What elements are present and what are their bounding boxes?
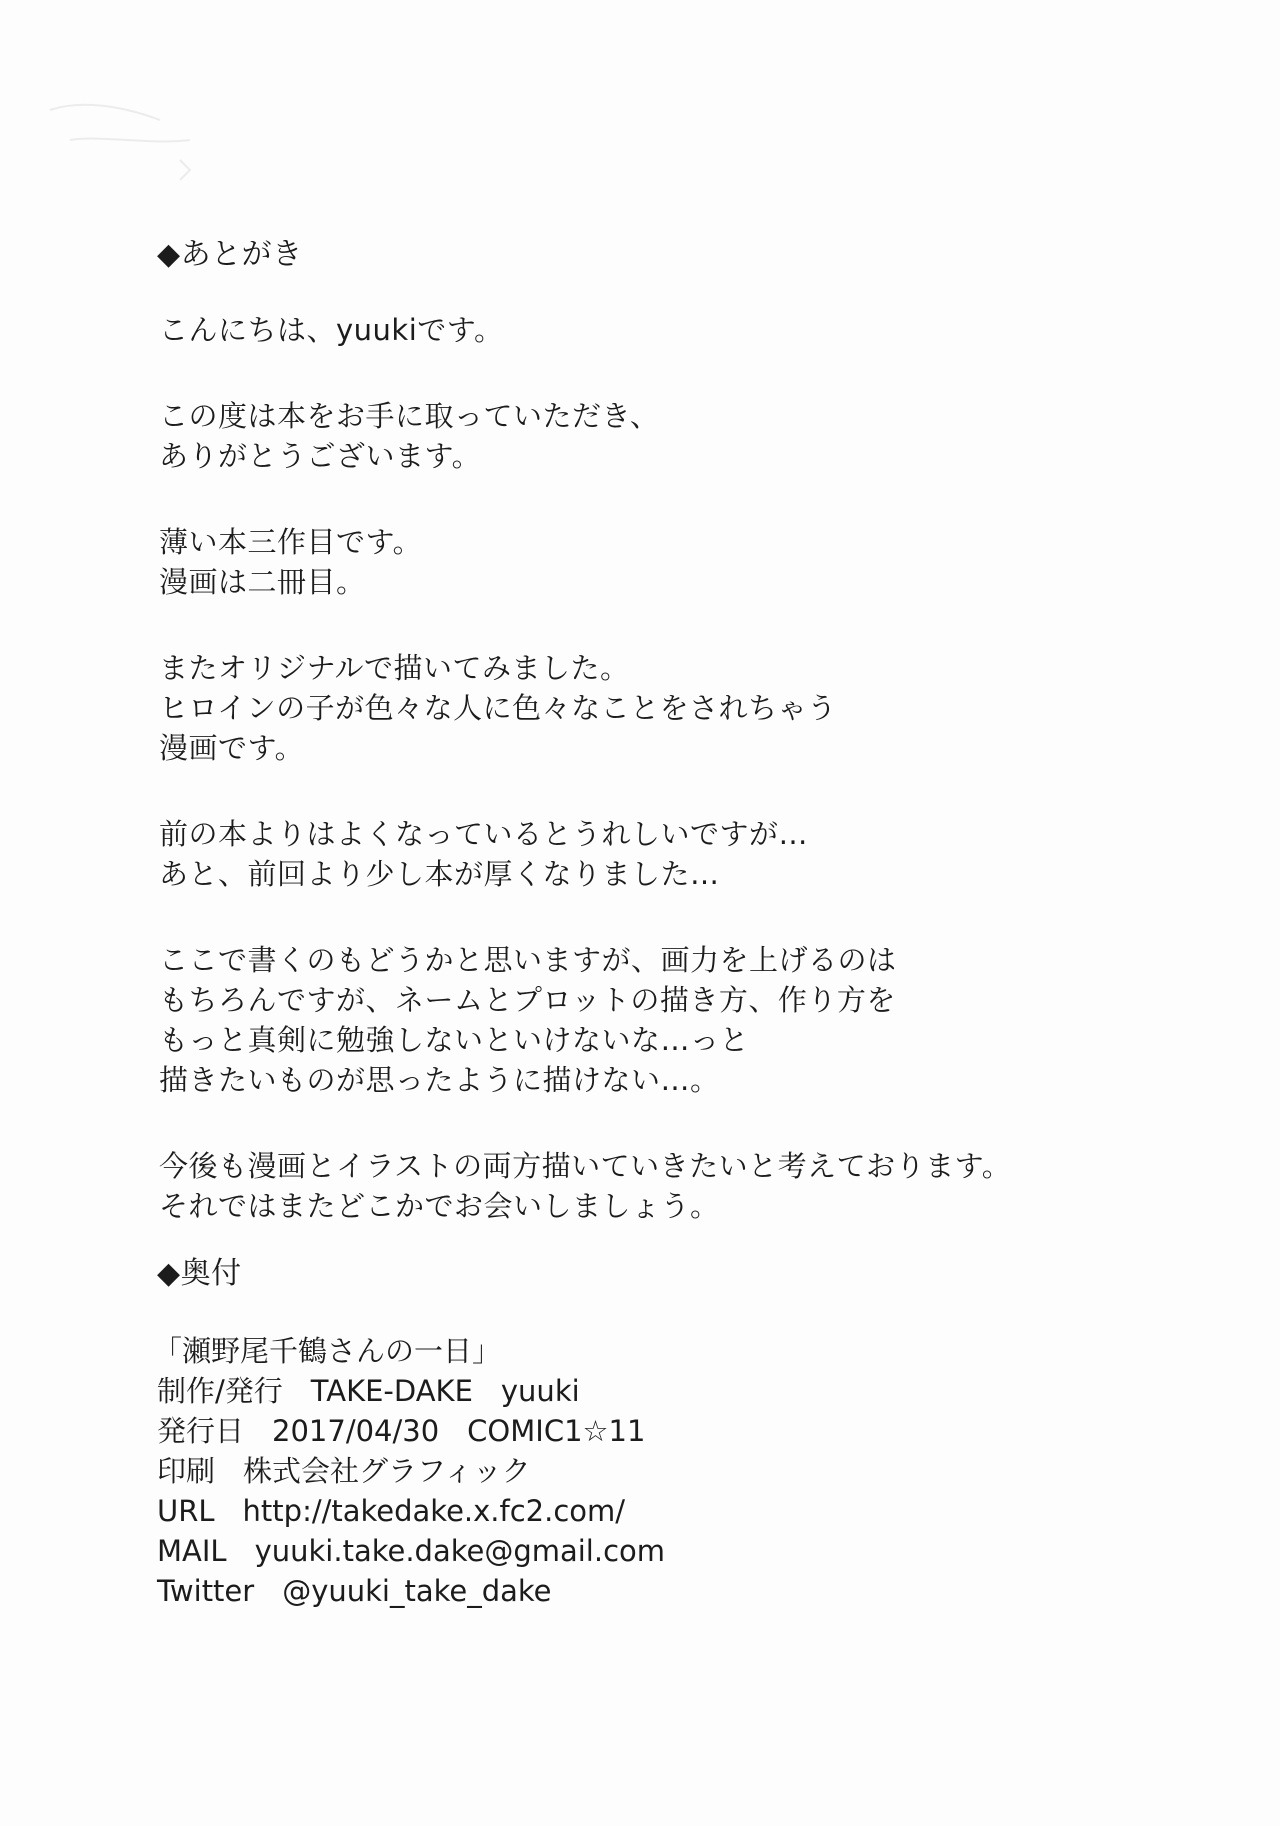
colophon-row-url	[157, 1491, 1157, 1531]
afterword-paragraph	[159, 1146, 1159, 1226]
event-name: COMIC1☆11	[467, 1414, 646, 1448]
afterword-body	[159, 310, 1159, 1272]
text-line: こんにちは、yuukiです。	[159, 313, 504, 347]
twitter-handle: @yuuki_take_dake	[282, 1574, 552, 1608]
printer-name: 株式会社グラフィック	[243, 1454, 531, 1488]
colophon-row-publisher	[157, 1371, 1157, 1411]
text-line: 今後も漫画とイラストの両方描いていきたいと考えております。	[159, 1149, 1012, 1183]
afterword-paragraph	[159, 940, 1159, 1100]
bleed-through-mark	[40, 90, 240, 210]
colophon-heading: ◆奥付	[157, 1256, 242, 1291]
email-address: yuuki.take.dake@gmail.com	[254, 1534, 666, 1568]
text-line: もっと真剣に勉強しないといけないな…っと	[159, 1023, 750, 1057]
text-line: ありがとうございます。	[159, 439, 482, 473]
website-url: http://takedake.x.fc2.com/	[242, 1494, 626, 1528]
text-line: それではまたどこかでお会いしましょう。	[159, 1189, 720, 1223]
colophon-label: 制作/発行	[157, 1374, 283, 1408]
text-line: この度は本をお手に取っていただき、	[159, 399, 660, 433]
colophon-label: 印刷	[157, 1454, 216, 1488]
circle-name: TAKE-DAKE	[310, 1374, 473, 1408]
text-line: 薄い本三作目です。	[159, 525, 423, 559]
text-line: 前の本よりはよくなっているとうれしいですが…	[159, 817, 809, 851]
text-line: 漫画です。	[159, 731, 305, 765]
colophon-label: MAIL	[157, 1534, 227, 1568]
colophon-row-mail	[157, 1531, 1157, 1571]
author-name: yuuki	[500, 1374, 580, 1408]
colophon-row-date	[157, 1411, 1157, 1451]
afterword-paragraph	[159, 522, 1159, 602]
text-line: またオリジナルで描いてみました。	[159, 651, 630, 685]
colophon-label: 発行日	[157, 1414, 245, 1448]
colophon-row-twitter	[157, 1571, 1157, 1611]
text-line: ここで書くのもどうかと思いますが、画力を上げるのは	[159, 943, 897, 977]
colophon-block	[153, 1331, 1157, 1611]
colophon-label: URL	[157, 1494, 215, 1528]
afterword-paragraph	[159, 310, 1159, 350]
colophon-label: Twitter	[157, 1574, 255, 1608]
afterword-paragraph	[159, 648, 1159, 768]
afterword-paragraph	[159, 396, 1159, 476]
publish-date: 2017/04/30	[272, 1414, 440, 1448]
colophon-row-printer	[157, 1451, 1157, 1491]
text-line: 描きたいものが思ったように描けない…。	[159, 1063, 720, 1097]
text-line: もちろんですが、ネームとプロットの描き方、作り方を	[159, 983, 896, 1017]
text-line: ヒロインの子が色々な人に色々なことをされちゃう	[159, 691, 837, 725]
book-title: 「瀬野尾千鶴さんの一日」	[153, 1334, 502, 1368]
text-line: あと、前回より少し本が厚くなりました…	[159, 857, 720, 891]
afterword-heading: ◆あとがき	[157, 237, 303, 272]
text-line: 漫画は二冊目。	[159, 565, 366, 599]
afterword-paragraph	[159, 814, 1159, 894]
